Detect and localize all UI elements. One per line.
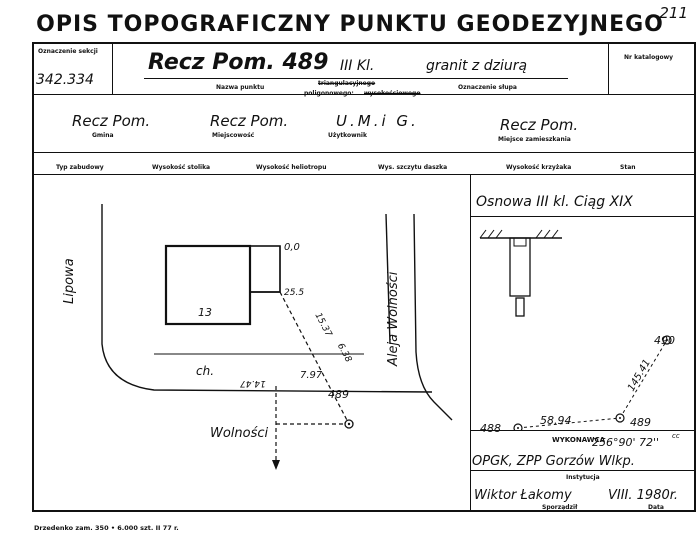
residence-value: Recz Pom. bbox=[500, 116, 579, 134]
form-frame bbox=[32, 42, 696, 512]
label-ch: ch. bbox=[196, 364, 215, 378]
user-label: Użytkownik bbox=[328, 132, 367, 139]
class-value: III Kl. bbox=[340, 58, 375, 74]
executor-label: WYKONAWCA bbox=[552, 436, 606, 444]
institution-value: OPGK, ZPP Gorzów Wlkp. bbox=[472, 454, 635, 469]
dist-489-490: 145.41 bbox=[625, 357, 654, 394]
row3-label-0: Typ zabudowy bbox=[56, 164, 104, 171]
gmina-label: Gmina bbox=[92, 132, 114, 139]
row3-label-1: Wysokość stolika bbox=[152, 164, 211, 171]
institution-label: Instytucja bbox=[566, 474, 600, 481]
dim-top: 0,0 bbox=[284, 242, 300, 253]
page-number: 211 bbox=[659, 4, 688, 22]
triang-label: triangulacyjnego bbox=[318, 80, 376, 87]
pillar-label: Oznaczenie słupa bbox=[458, 84, 517, 91]
row3-label-5: Stan bbox=[620, 164, 636, 171]
institution-underline bbox=[470, 470, 694, 471]
gmina-value: Recz Pom. bbox=[72, 112, 151, 130]
sketch-point-label: 489 bbox=[328, 388, 349, 401]
location-sketch bbox=[34, 174, 470, 510]
network-title: Osnowa III kl. Ciąg XIX bbox=[476, 194, 633, 210]
building-number: 13 bbox=[198, 306, 212, 319]
polyg-label: poligonowego: bbox=[304, 90, 354, 97]
date-value: VIII. 1980r. bbox=[608, 488, 679, 503]
dist-488-489: 58.94 bbox=[540, 414, 572, 427]
network-point-488: 488 bbox=[480, 422, 501, 435]
network-point-489: 489 bbox=[630, 416, 651, 429]
street-bottom-label: Wolności bbox=[210, 426, 269, 441]
date-label: Data bbox=[648, 504, 664, 511]
user-value: U.M.i G. bbox=[336, 112, 419, 130]
author-label: Sporządził bbox=[542, 504, 578, 511]
row1-sep-a bbox=[112, 44, 113, 94]
row2-divider bbox=[34, 152, 694, 153]
dim-left: 14.47 bbox=[240, 378, 266, 388]
row3-label-3: Wys. szczytu daszka bbox=[378, 164, 448, 171]
footer-print-info: Drzedenko zam. 350 • 6.000 szt. II 77 r. bbox=[34, 524, 179, 532]
angle-value: 256°90' 72'' bbox=[592, 436, 660, 449]
author-value: Wiktor Łakomy bbox=[474, 488, 572, 503]
residence-label: Miejsce zamieszkania bbox=[498, 136, 571, 143]
network-point-490: 490 bbox=[654, 334, 675, 347]
row3-label-2: Wysokość heliotropu bbox=[256, 164, 327, 171]
catalog-label: Nr katalogowy bbox=[624, 54, 674, 61]
row3-label-4: Wysokość krzyżaka bbox=[506, 164, 572, 171]
sheet-label: Oznaczenie sekcji bbox=[38, 48, 98, 55]
executor-top bbox=[470, 430, 694, 431]
dim-diag2: 6.38 bbox=[334, 341, 354, 365]
miejscowosc-value: Recz Pom. bbox=[210, 112, 289, 130]
dim-horiz: 7.97 bbox=[300, 370, 323, 381]
street-left-label: Lipowa bbox=[62, 258, 77, 304]
form-title: OPIS TOPOGRAFICZNY PUNKTU GEODEZYJNEGO bbox=[36, 12, 664, 37]
wysok-label: wysokościowego bbox=[364, 90, 421, 97]
sheet-value: 342.334 bbox=[36, 72, 94, 88]
dim-diag1: 15.37 bbox=[312, 311, 334, 339]
miejscowosc-label: Miejscowość bbox=[212, 132, 255, 139]
street-right-label: Aleja Wolności bbox=[386, 271, 401, 366]
dim-corner: 25.5 bbox=[284, 288, 305, 298]
name-underline bbox=[144, 78, 568, 79]
angle-unit: cc bbox=[672, 432, 680, 440]
point-name-label: Nazwa punktu bbox=[216, 84, 265, 91]
row1-sep-b bbox=[608, 44, 609, 94]
network-diagram bbox=[470, 216, 694, 430]
pillar-value: granit z dziurą bbox=[426, 58, 528, 74]
point-name-value: Recz Pom. 489 bbox=[148, 50, 329, 75]
